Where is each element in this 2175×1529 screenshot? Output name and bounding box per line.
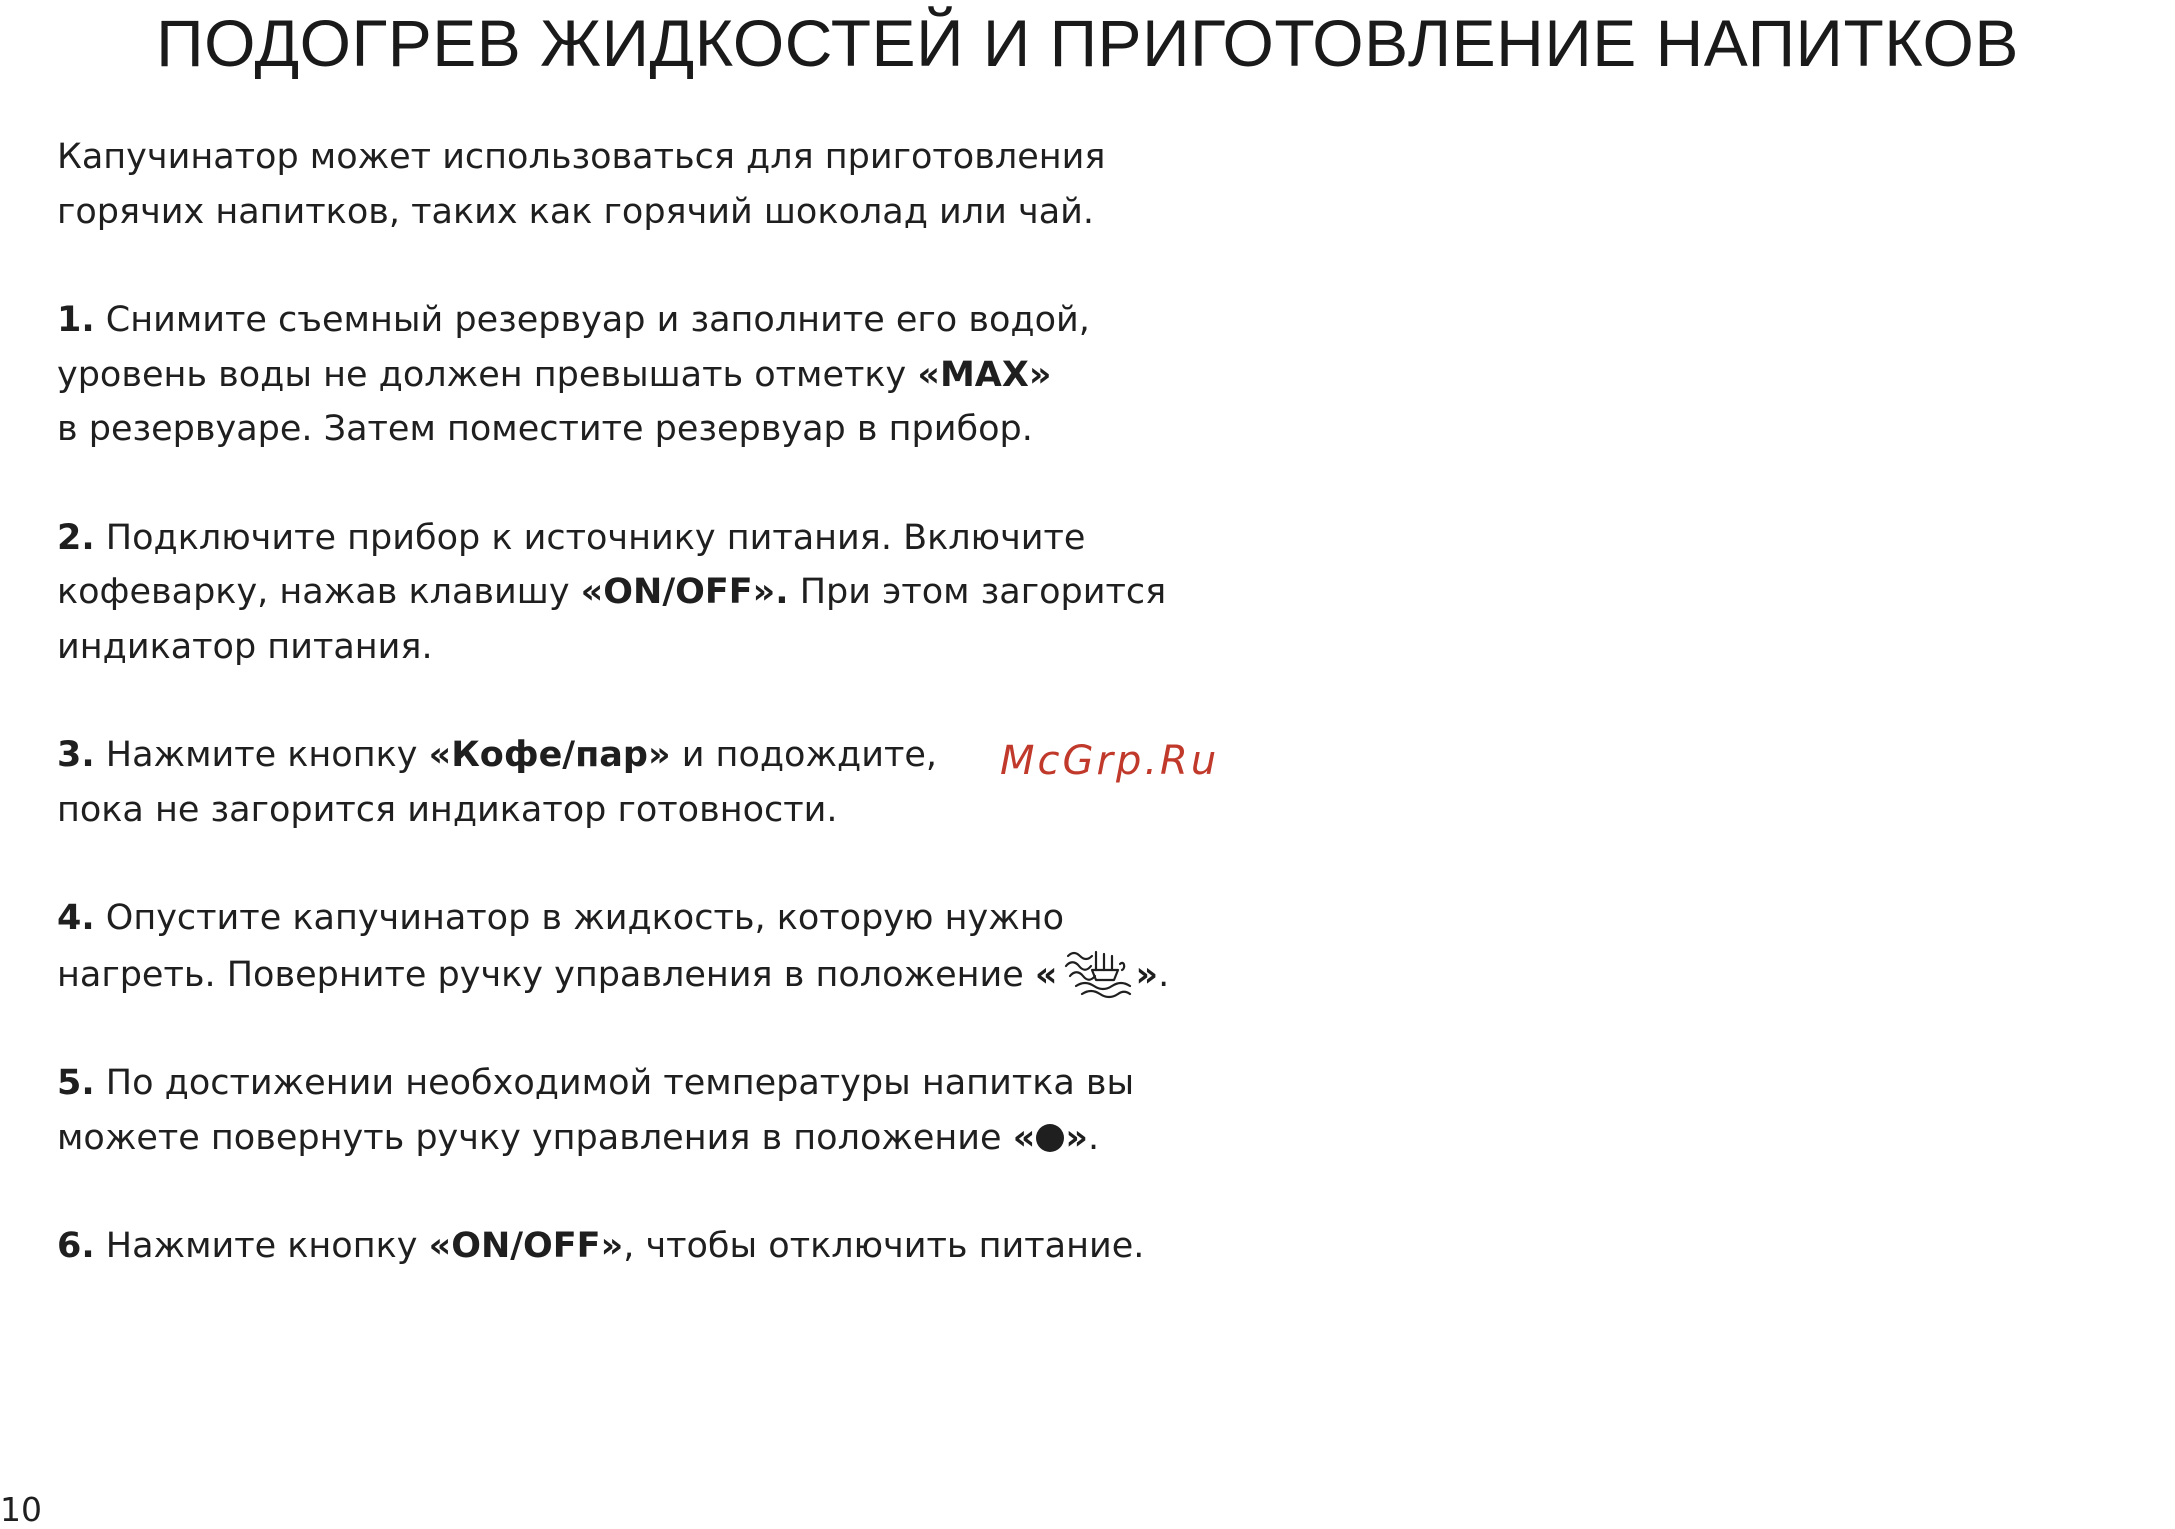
step-number: 6.	[57, 1226, 95, 1266]
step-text: пока не загорится индикатор готовности.	[57, 789, 838, 830]
open-quote: «	[1034, 954, 1058, 995]
coffee-steam-button-label: «Кофе/пар»	[428, 735, 671, 775]
page-title: ПОДОГРЕВ ЖИДКОСТЕЙ И ПРИГОТОВЛЕНИЕ НАПИТКОВ	[156, 6, 2019, 80]
step-text: При этом загорится	[788, 572, 1167, 612]
step-number: 4.	[57, 898, 95, 938]
intro-line: Капучинатор может использоваться для приготовления	[57, 137, 1106, 177]
step-4	[57, 891, 1257, 1002]
step-text: и подождите,	[670, 735, 937, 775]
step-text: , чтобы отключить питание.	[623, 1226, 1145, 1266]
on-off-key-label: «ON/OFF».	[580, 572, 789, 612]
step-number: 5.	[57, 1063, 95, 1103]
step-text: Опустите капучинатор в жидкость, которую нужно	[94, 898, 1065, 938]
dot-icon	[1036, 1124, 1064, 1152]
step-1	[57, 293, 1257, 457]
step-text: нагреть. Поверните ручку управления в положение	[57, 954, 1035, 995]
step-text: уровень воды не должен превышать отметку	[57, 354, 918, 395]
steam-icon	[1060, 946, 1134, 1000]
step-text: .	[1087, 1117, 1100, 1158]
max-mark-label: «MAX»	[917, 354, 1052, 395]
step-6	[57, 1219, 1257, 1274]
step-text: Подключите прибор к источнику питания. Включите	[94, 517, 1086, 558]
watermark: McGrp.Ru	[1000, 738, 1220, 784]
document-body	[57, 130, 1257, 1328]
step-text: можете повернуть ручку управления в положение	[57, 1117, 1013, 1158]
step-text: Нажмите кнопку	[94, 735, 429, 775]
step-2	[57, 511, 1257, 675]
step-text: кофеварку, нажав клавишу	[57, 572, 581, 612]
step-text: в резервуаре. Затем поместите резервуар в прибор.	[57, 409, 1033, 449]
step-text: Нажмите кнопку	[94, 1226, 429, 1266]
intro-paragraph	[57, 130, 1257, 239]
on-off-button-label: «ON/OFF»	[428, 1226, 624, 1266]
step-text: По достижении необходимой температуры напитка вы	[94, 1063, 1135, 1103]
close-quote: »	[1065, 1117, 1088, 1158]
step-text: .	[1158, 954, 1170, 995]
step-text: Снимите съемный резервуар и заполните его водой,	[94, 300, 1090, 340]
page-number: 10	[0, 1490, 42, 1529]
intro-line: горячих напитков, таких как горячий шоколад или чай.	[57, 191, 1095, 232]
step-5	[57, 1056, 1257, 1165]
open-quote: «	[1012, 1117, 1036, 1158]
step-number: 2.	[57, 517, 95, 558]
close-quote: »	[1135, 954, 1159, 995]
step-number: 1.	[57, 300, 95, 340]
step-text: индикатор питания.	[57, 626, 433, 667]
step-number: 3.	[57, 735, 95, 775]
